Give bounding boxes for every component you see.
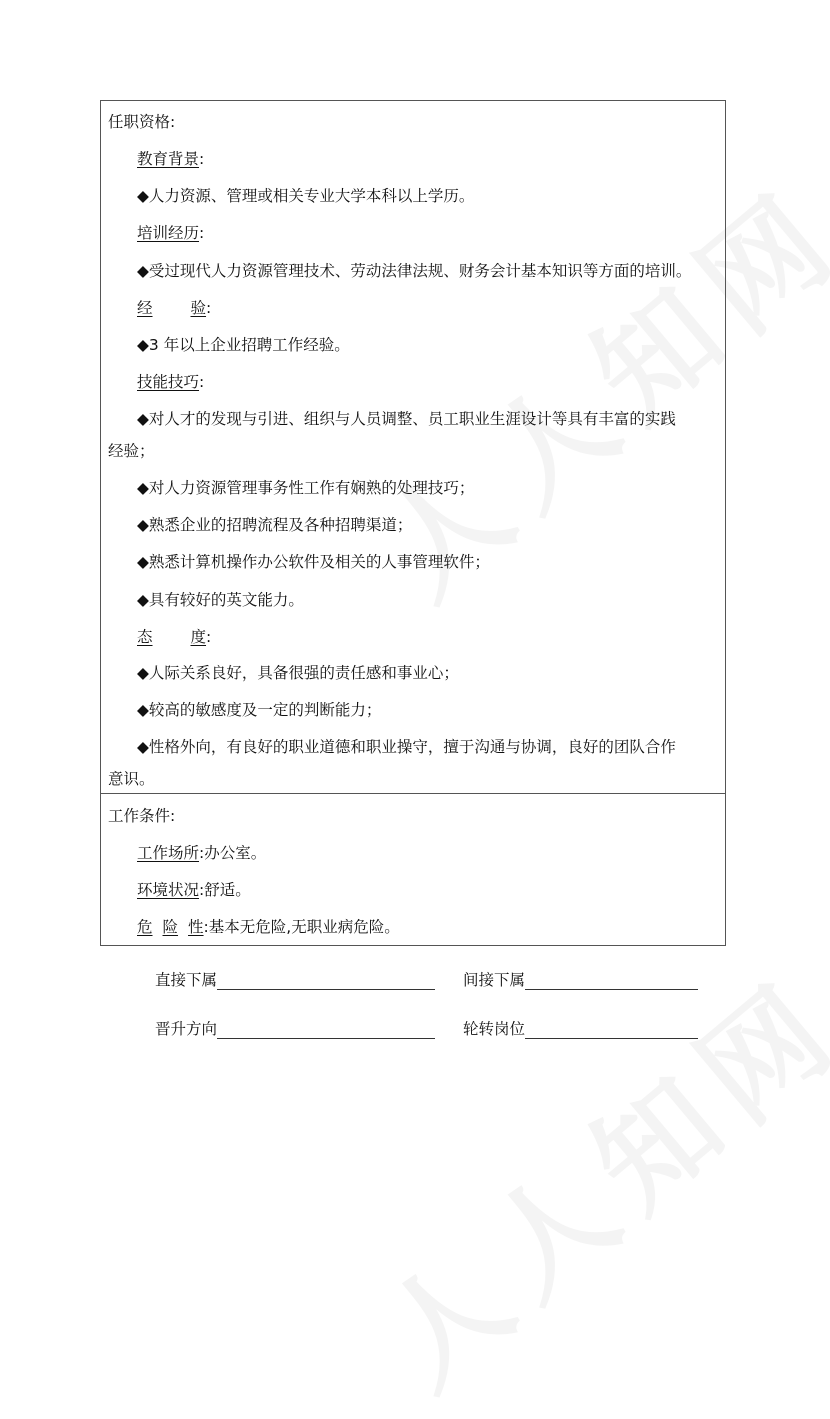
rotation-label: 轮转岗位 <box>463 1020 526 1038</box>
indirect-subordinate-label: 间接下属 <box>463 971 526 989</box>
indirect-subordinate-field[interactable] <box>463 968 698 990</box>
skills-heading: 技能技巧: <box>137 373 205 391</box>
skills-item: ◆熟悉企业的招聘流程及各种招聘渠道； <box>137 516 413 534</box>
direct-subordinate-field[interactable] <box>155 968 435 990</box>
direct-subordinate-label: 直接下属 <box>155 971 218 989</box>
direct-subordinate-blank[interactable] <box>217 971 435 990</box>
attitude-item: ◆人际关系良好，具备很强的责任感和事业心； <box>137 664 459 682</box>
attitude-item: ◆较高的敏感度及一定的判断能力； <box>137 701 382 719</box>
education-heading: 教育背景: <box>137 150 205 168</box>
skills-item: ◆具有较好的英文能力。 <box>137 591 304 609</box>
promotion-field[interactable] <box>155 1017 435 1039</box>
skills-item: ◆对人力资源管理事务性工作有娴熟的处理技巧； <box>137 479 475 497</box>
attitude-item-continuation: 意识。 <box>108 770 155 788</box>
conditions-header: 工作条件: <box>108 807 176 825</box>
attitude-item: ◆性格外向，有良好的职业道德和职业操守，擅于沟通与协调，良好的团队合作 <box>137 738 676 756</box>
experience-heading: 经 验: <box>137 299 212 317</box>
rotation-field[interactable] <box>463 1017 698 1039</box>
watermark <box>339 933 830 1419</box>
training-item: ◆受过现代人力资源管理技术、劳动法律法规、财务会计基本知识等方面的培训。 <box>137 262 692 280</box>
indirect-subordinate-blank[interactable] <box>525 971 698 990</box>
skills-item: ◆对人才的发现与引进、组织与人员调整、员工职业生涯设计等具有丰富的实践 <box>137 410 676 428</box>
promotion-blank[interactable] <box>217 1020 435 1039</box>
promotion-label: 晋升方向 <box>155 1020 218 1038</box>
attitude-heading: 态 度: <box>137 628 212 646</box>
training-heading: 培训经历: <box>137 224 205 242</box>
qualifications-header: 任职资格: <box>108 113 176 131</box>
danger-row: 危 险 性:基本无危险,无职业病危险。 <box>137 918 400 936</box>
environment-row: 环境状况:舒适。 <box>137 881 251 899</box>
education-item: ◆人力资源、管理或相关专业大学本科以上学历。 <box>137 187 475 205</box>
rotation-blank[interactable] <box>525 1020 698 1039</box>
skills-item: ◆熟悉计算机操作办公软件及相关的人事管理软件； <box>137 553 490 571</box>
workplace-row: 工作场所:办公室。 <box>137 844 267 862</box>
skills-item-continuation: 经验； <box>108 442 155 460</box>
experience-item: ◆3 年以上企业招聘工作经验。 <box>137 336 350 354</box>
